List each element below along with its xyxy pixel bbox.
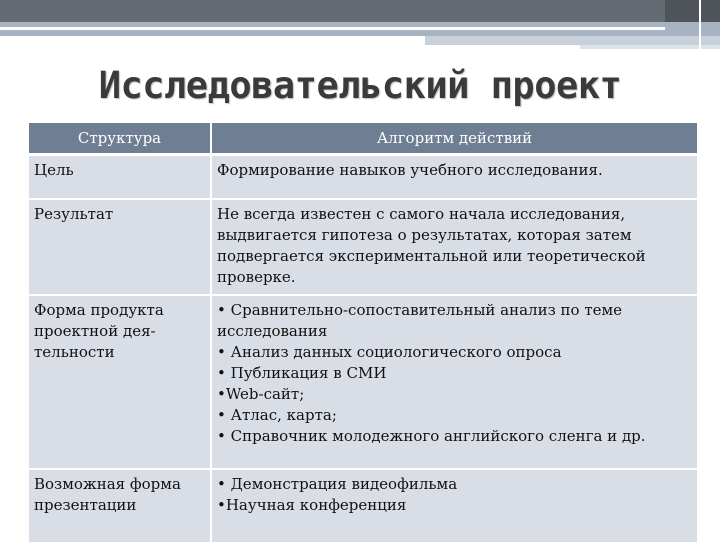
page-title: Исследовательский проект <box>98 64 622 107</box>
row-product-list <box>211 295 697 469</box>
list-item: • Демонстрация видеофильма <box>217 475 458 493</box>
list-item: • Анализ данных социологического опроса <box>217 343 562 361</box>
table-row-presentation <box>29 469 697 542</box>
row-presentation-label: Возможная форма презентации <box>29 469 211 542</box>
table-row-result <box>29 199 697 295</box>
list-item: • Сравнительно-сопоставительный анализ по теме исследования <box>217 301 623 340</box>
list-item: • Атлас, карта; <box>217 406 337 424</box>
list-item: •Научная конференция <box>217 496 407 514</box>
header-algorithm: Алгоритм действий <box>211 123 697 155</box>
table-header-row <box>29 123 697 155</box>
row-presentation-list <box>211 469 697 542</box>
row-product-label: Форма продукта проектной дея-тельности <box>29 295 211 469</box>
table-row-product <box>29 295 697 469</box>
top-decor-white-line <box>0 27 665 30</box>
row-goal-text: Формирование навыков учебного исследования. <box>211 155 697 200</box>
top-decor-step-1 <box>425 36 720 45</box>
row-goal-label: Цель <box>29 155 211 200</box>
top-decor-band-accent <box>665 0 720 22</box>
project-table <box>29 123 697 542</box>
list-item: • Публикация в СМИ <box>217 364 387 382</box>
top-decor-band <box>0 0 720 22</box>
table-row-goal <box>29 155 697 200</box>
top-decor-divider <box>699 0 701 49</box>
header-structure: Структура <box>29 123 211 155</box>
row-result-label: Результат <box>29 199 211 295</box>
list-item: • Справочник молодежного английского сленга и др. <box>217 427 646 445</box>
list-item: •Web-сайт; <box>217 385 305 403</box>
row-result-text: Не всегда известен с самого начала исследования, выдвигается гипотеза о результатах, которая затем подвергается экспериментальной или теоретической проверке. <box>211 199 697 295</box>
